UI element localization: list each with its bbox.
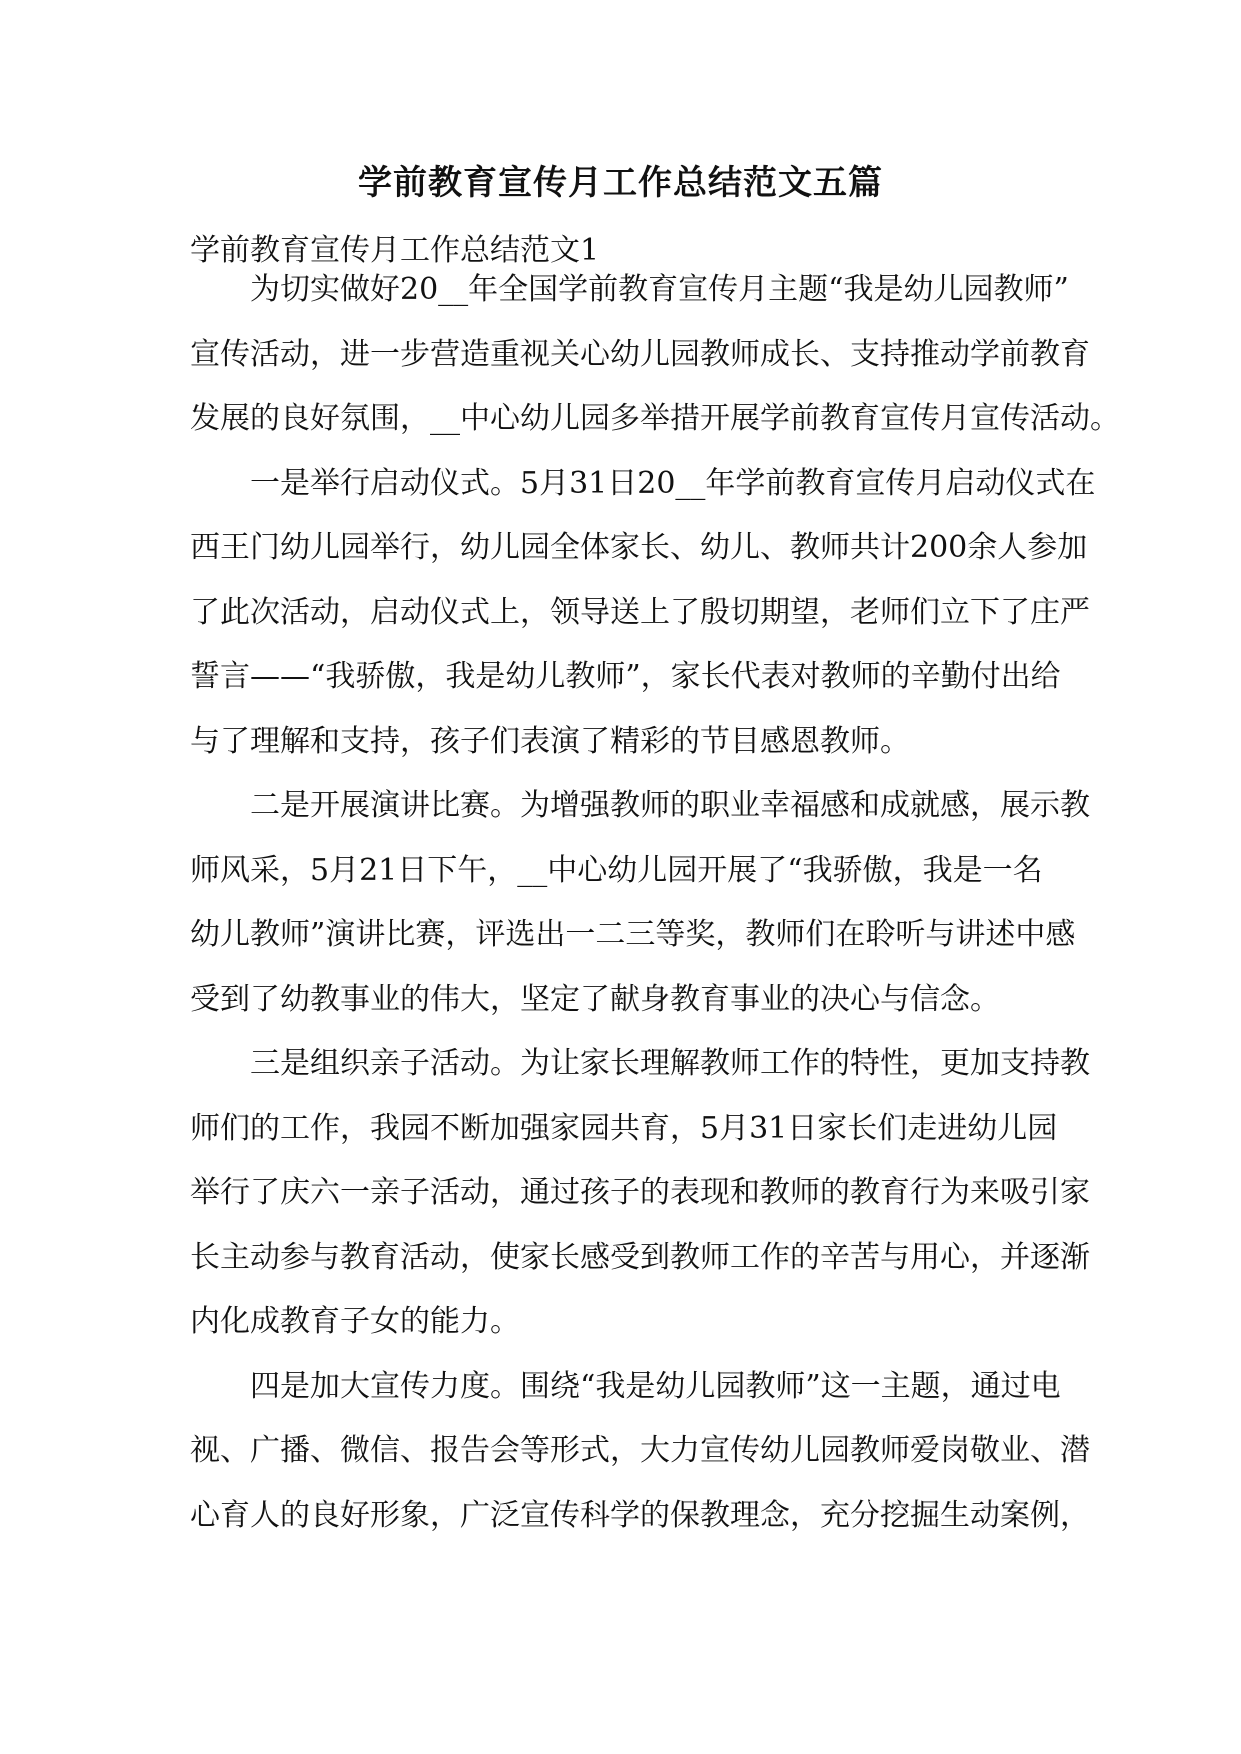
paragraph-1: [190, 258, 1120, 452]
paragraph-line: 一是举行启动仪式。5月31日20__年学前教育宣传月启动仪式在: [250, 465, 1096, 501]
paragraph-line: 与了理解和支持，孩子们表演了精彩的节目感恩教师。: [190, 723, 910, 759]
document-body: [190, 258, 1120, 1548]
paragraph-line: 二是开展演讲比赛。为增强教师的职业幸福感和成就感，展示教: [250, 788, 1090, 823]
paragraph-line: 幼儿教师”演讲比赛，评选出一二三等奖，教师们在聆听与讲述中感: [190, 917, 1076, 952]
paragraph-5: [190, 1355, 1090, 1549]
paragraph-4: [190, 1032, 1090, 1355]
paragraph-line: 发展的良好氛围，__中心幼儿园多举措开展学前教育宣传月宣传活动。: [190, 401, 1120, 436]
paragraph-line: 内化成教育子女的能力。: [190, 1304, 520, 1339]
paragraph-line: 举行了庆六一亲子活动，通过孩子的表现和教师的教育行为来吸引家: [190, 1175, 1090, 1210]
paragraph-line: 长主动参与教育活动，使家长感受到教师工作的辛苦与用心，并逐渐: [190, 1239, 1090, 1275]
document-title: 学前教育宣传月工作总结范文五篇: [358, 163, 883, 203]
paragraph-line: 师风采，5月21日下午，__中心幼儿园开展了“我骄傲，我是一名: [190, 852, 1043, 888]
paragraph-3: [190, 774, 1090, 1032]
paragraph-line: 为切实做好20__年全国学前教育宣传月主题“我是幼儿园教师”: [250, 272, 1069, 307]
paragraph-line: 受到了幼教事业的伟大，坚定了献身教育事业的决心与信念。: [190, 981, 1000, 1017]
paragraph-line: 四是加大宣传力度。围绕“我是幼儿园教师”这一主题，通过电: [250, 1368, 1061, 1404]
paragraph-line: 誓言——“我骄傲，我是幼儿教师”，家长代表对教师的辛勤付出给: [190, 659, 1061, 694]
paragraph-line: 了此次活动，启动仪式上，领导送上了殷切期望，老师们立下了庄严: [190, 594, 1090, 630]
section-heading: 学前教育宣传月工作总结范文1: [190, 233, 600, 268]
paragraph-line: 师们的工作，我园不断加强家园共育，5月31日家长们走进幼儿园: [190, 1110, 1058, 1146]
paragraph-line: 宣传活动，进一步营造重视关心幼儿园教师成长、支持推动学前教育: [190, 336, 1090, 372]
paragraph-2: [190, 452, 1096, 775]
paragraph-line: 视、广播、微信、报告会等形式，大力宣传幼儿园教师爱岗敬业、潜: [190, 1433, 1090, 1468]
paragraph-line: 三是组织亲子活动。为让家长理解教师工作的特性，更加支持教: [250, 1046, 1090, 1081]
paragraph-line: 西王门幼儿园举行，幼儿园全体家长、幼儿、教师共计200余人参加: [190, 530, 1088, 565]
paragraph-line: 心育人的良好形象，广泛宣传科学的保教理念，充分挖掘生动案例，: [190, 1497, 1090, 1533]
